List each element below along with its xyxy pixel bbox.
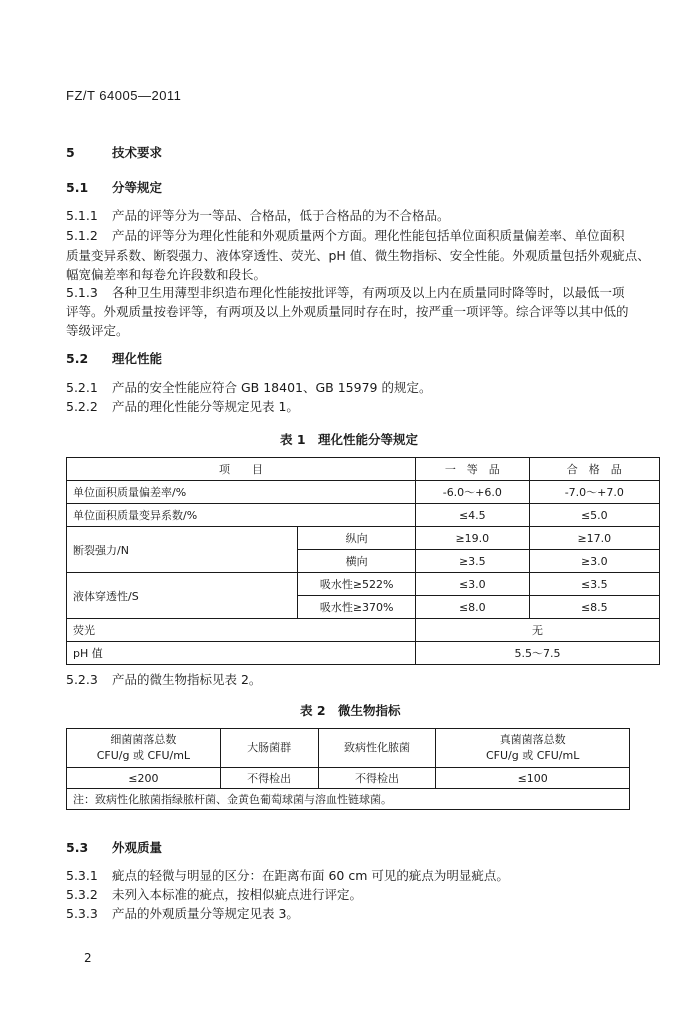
table-row: [67, 619, 660, 642]
microbial-indicators-table: [66, 728, 630, 810]
table-cell: ≤8.5: [529, 596, 659, 619]
table-cell: ≥19.0: [416, 527, 530, 550]
section-heading: 5.1 分等规定: [66, 180, 163, 195]
paragraph: 5.2.3 产品的微生物指标见表 2。: [66, 672, 262, 687]
table-cell: ≤3.5: [529, 573, 659, 596]
paragraph: 5.3.2 未列入本标准的疵点，按相似疵点进行评定。: [66, 887, 363, 902]
table-cell: 横向: [298, 550, 416, 573]
paragraph-line: 质量变异系数、断裂强力、液体穿透性、荧光、pH 值、微生物指标、安全性能。外观质量包括外观疵点、: [66, 248, 650, 263]
table-row: [67, 527, 660, 550]
table-cell: 液体穿透性/S: [67, 573, 298, 619]
table-cell: -7.0～+7.0: [529, 481, 659, 504]
table-cell: ≤3.0: [416, 573, 530, 596]
section-heading: 5.3 外观质量: [66, 840, 163, 855]
page-number: 2: [84, 951, 92, 965]
standard-code: FZ/T 64005—2011: [66, 88, 182, 103]
paragraph: 5.1.2 产品的评等分为理化性能和外观质量两个方面。理化性能包括单位面积质量偏差率、单位面积: [66, 228, 625, 243]
table-cell: 荧光: [67, 619, 416, 642]
table-cell: ≤5.0: [529, 504, 659, 527]
table-row: [67, 573, 660, 596]
section-heading: 5.2 理化性能: [66, 351, 163, 366]
table-caption: 表 2 微生物指标: [300, 703, 401, 718]
table-header-row: [67, 458, 660, 481]
table-cell: pH 值: [67, 642, 416, 665]
column-header: 真菌菌落总数 CFU/g 或 CFU/mL: [436, 729, 630, 768]
table-row: [67, 768, 630, 789]
table-cell: ≥17.0: [529, 527, 659, 550]
table-cell: ≥3.5: [416, 550, 530, 573]
table-cell: 纵向: [298, 527, 416, 550]
paragraph: 5.2.2 产品的理化性能分等规定见表 1。: [66, 399, 299, 414]
table-cell: ≥3.0: [529, 550, 659, 573]
table-cell: ≤4.5: [416, 504, 530, 527]
paragraph: 5.3.1 疵点的轻微与明显的区分：在距离布面 60 cm 可见的疵点为明显疵点。: [66, 868, 509, 883]
column-header: 一 等 品: [416, 458, 530, 481]
table-cell: 单位面积质量偏差率/%: [67, 481, 416, 504]
column-header: 项 目: [67, 458, 416, 481]
table-cell: ≤8.0: [416, 596, 530, 619]
table-cell: 吸水性≥370%: [298, 596, 416, 619]
physical-properties-table: [66, 457, 660, 665]
table-row: [67, 642, 660, 665]
table-cell: 断裂强力/N: [67, 527, 298, 573]
paragraph-line: 评等。外观质量按卷评等，有两项及以上外观质量同时存在时，按严重一项评等。综合评等以其中低的: [66, 304, 629, 319]
section-heading: 5 技术要求: [66, 145, 163, 160]
table-note-row: [67, 789, 630, 810]
table-note: 注：致病性化脓菌指绿脓杆菌、金黄色葡萄球菌与溶血性链球菌。: [67, 789, 630, 810]
table-cell: 不得检出: [220, 768, 318, 789]
table-cell: -6.0～+6.0: [416, 481, 530, 504]
table-cell: ≤200: [67, 768, 221, 789]
paragraph: 5.1.1 产品的评等分为一等品、合格品，低于合格品的为不合格品。: [66, 208, 450, 223]
paragraph: 5.2.1 产品的安全性能应符合 GB 18401、GB 15979 的规定。: [66, 380, 432, 395]
table-header-row: [67, 729, 630, 768]
table-row: [67, 481, 660, 504]
table-cell: 单位面积质量变异系数/%: [67, 504, 416, 527]
table-row: [67, 504, 660, 527]
table-cell: 无: [416, 619, 660, 642]
paragraph-line: 幅宽偏差率和每卷允许段数和段长。: [66, 267, 267, 282]
paragraph: 5.1.3 各种卫生用薄型非织造布理化性能按批评等，有两项及以上内在质量同时降等时，以最低一项: [66, 285, 625, 300]
column-header: 合 格 品: [529, 458, 659, 481]
column-header: 细菌菌落总数 CFU/g 或 CFU/mL: [67, 729, 221, 768]
column-header: 致病性化脓菌: [318, 729, 436, 768]
column-header: 大肠菌群: [220, 729, 318, 768]
paragraph: 5.3.3 产品的外观质量分等规定见表 3。: [66, 906, 299, 921]
table-cell: 吸水性≥522%: [298, 573, 416, 596]
table-cell: 不得检出: [318, 768, 436, 789]
paragraph-line: 等级评定。: [66, 323, 129, 338]
table-cell: ≤100: [436, 768, 630, 789]
table-cell: 5.5～7.5: [416, 642, 660, 665]
table-caption: 表 1 理化性能分等规定: [280, 432, 419, 447]
